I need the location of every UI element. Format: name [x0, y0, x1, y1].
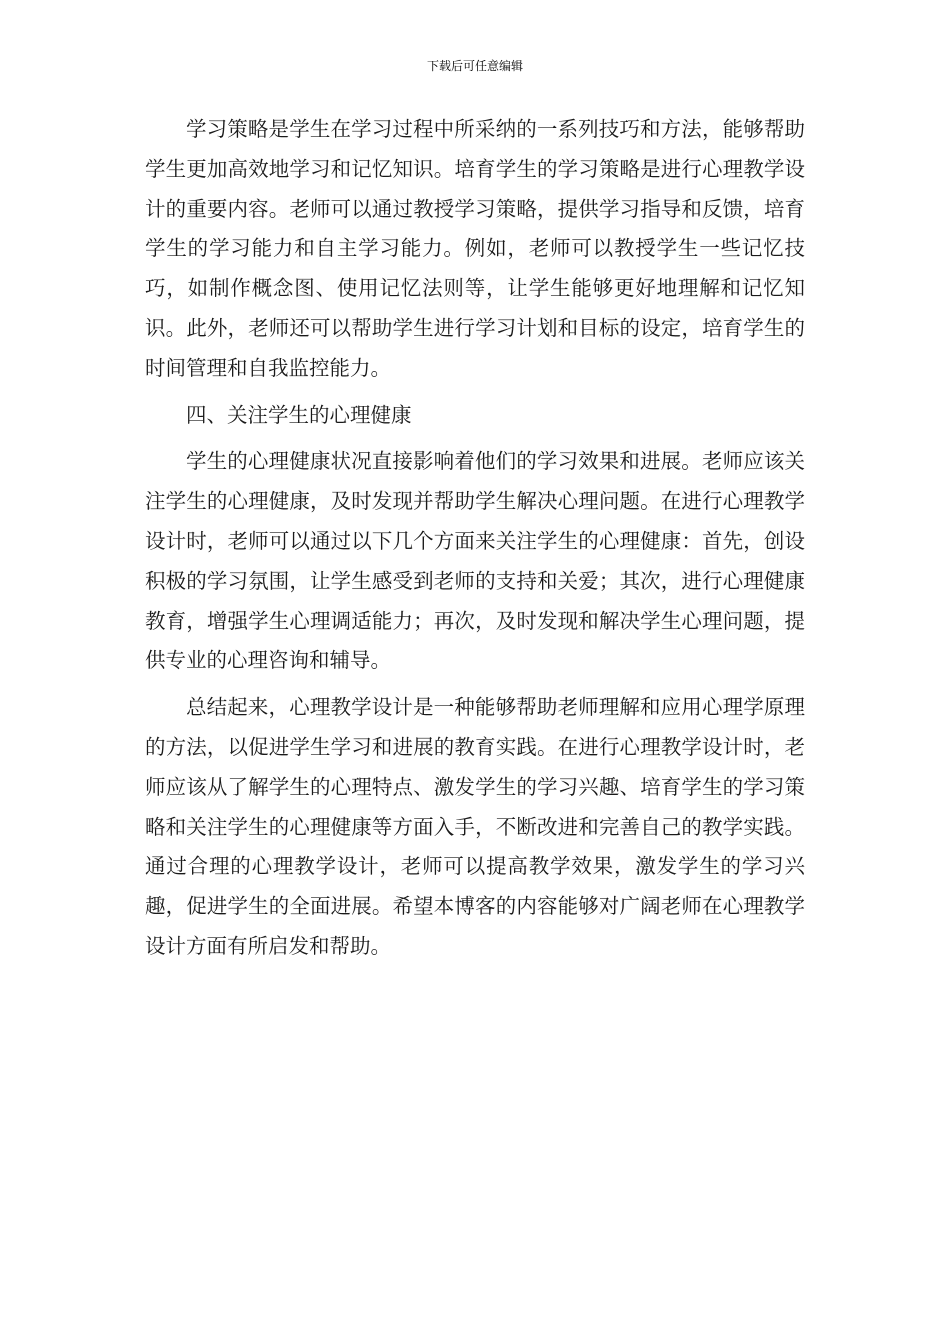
paragraph-learning-strategy: 学习策略是学生在学习过程中所采纳的一系列技巧和方法，能够帮助学生更加高效地学习和记忆知识。培育学生的学习策略是进行心理教学设计的重要内容。老师可以通过教授学习策略，提供学习指导和反馈，培育学生的学习能力和自主学习能力。例如，老师可以教授学生一些记忆技巧，如制作概念图、使用记忆法则等，让学生能够更好地理解和记忆知识。此外，老师还可以帮助学生进行学习计划和目标的设定，培育学生的时间管理和自我监控能力。	[145, 117, 805, 380]
page-header: 下载后可任意编辑	[426, 59, 523, 73]
document-body	[145, 110, 805, 967]
paragraph-conclusion: 总结起来，心理教学设计是一种能够帮助老师理解和应用心理学原理的方法，以促进学生学习和进展的教育实践。在进行心理教学设计时，老师应该从了解学生的心理特点、激发学生的学习兴趣、培育学生的学习策略和关注学生的心理健康等方面入手，不断改进和完善自己的教学实践。通过合理的心理教学设计，老师可以提高教学效果，激发学生的学习兴趣，促进学生的全面进展。希望本博客的内容能够对广阔老师在心理教学设计方面有所启发和帮助。	[145, 695, 805, 958]
paragraph-mental-health: 学生的心理健康状况直接影响着他们的学习效果和进展。老师应该关注学生的心理健康，及时发现并帮助学生解决心理问题。在进行心理教学设计时，老师可以通过以下几个方面来关注学生的心理健康：首先，创设积极的学习氛围，让学生感受到老师的支持和关爱；其次，进行心理健康教育，增强学生心理调适能力；再次，及时发现和解决学生心理问题，提供专业的心理咨询和辅导。	[145, 449, 805, 673]
section-heading-mental-health: 四、关注学生的心理健康	[186, 402, 412, 427]
